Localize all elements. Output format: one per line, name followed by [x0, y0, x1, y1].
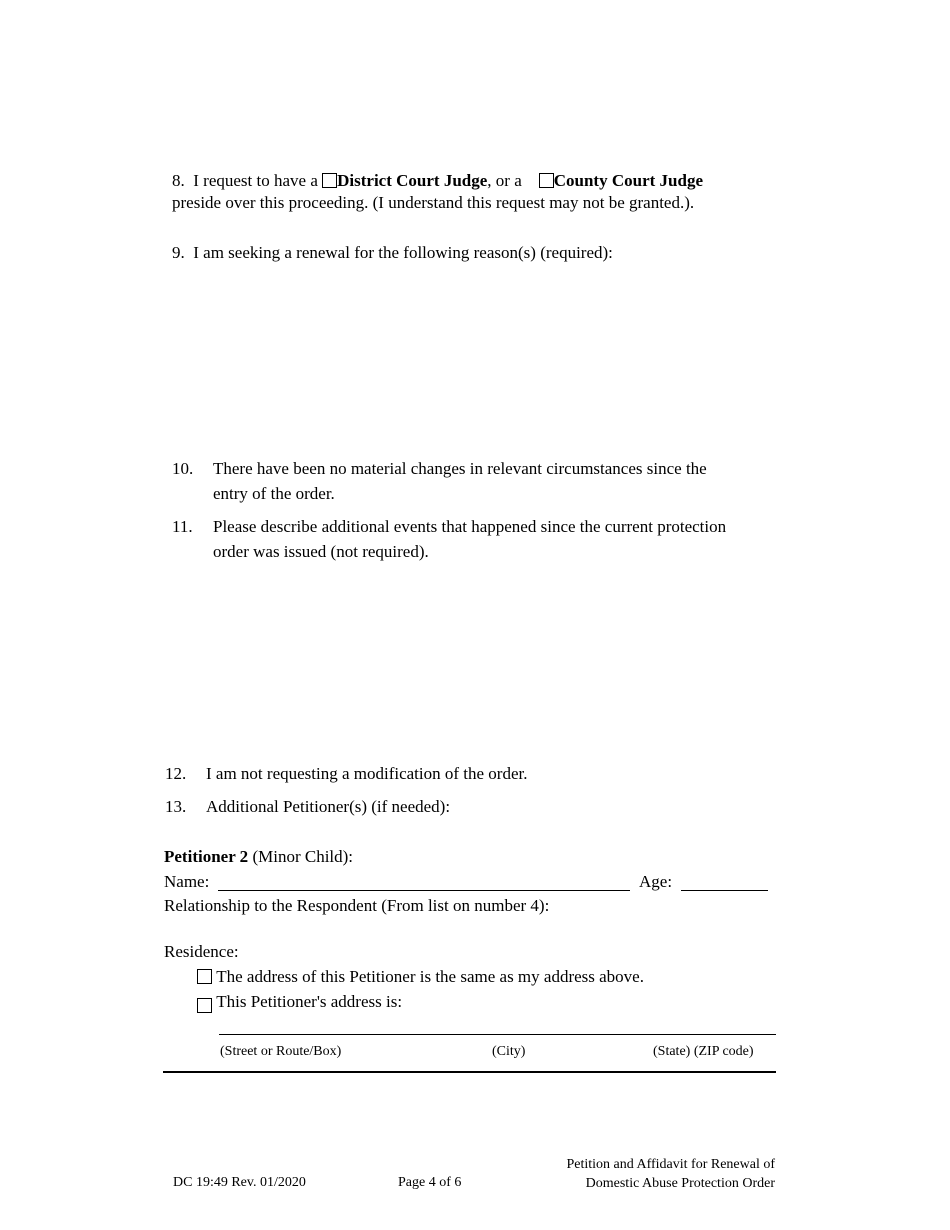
item-10-number: 10. [172, 459, 194, 478]
footer-page-number: Page 4 of 6 [398, 1175, 462, 1190]
residence-other-option [197, 991, 402, 1013]
petitioner-2-age-field[interactable] [681, 872, 768, 891]
residence-same-checkbox[interactable] [197, 969, 212, 984]
item-8-intro: I request to have a [193, 171, 318, 190]
district-court-judge-checkbox[interactable] [322, 173, 337, 188]
county-court-judge-label: County Court Judge [553, 171, 703, 190]
address-street-caption: (Street or Route/Box) [220, 1044, 342, 1059]
address-city-caption: (City) [492, 1044, 526, 1059]
section-divider [163, 1071, 776, 1073]
residence-same-option [197, 966, 644, 988]
item-13-text: Additional Petitioner(s) (if needed): [206, 797, 451, 816]
item-11-number: 11. [172, 517, 193, 536]
petitioner-2-relationship-label: Relationship to the Respondent (From list on number 4): [164, 896, 550, 915]
address-field[interactable] [219, 1034, 776, 1035]
item-13-number: 13. [165, 797, 187, 816]
item-10-line-2: entry of the order. [213, 484, 335, 503]
residence-other-label: This Petitioner's address is: [216, 992, 403, 1011]
footer-title-line-2: Domestic Abuse Protection Order [585, 1176, 775, 1191]
item-11-line-2: order was issued (not required). [213, 542, 429, 561]
footer-form-id: DC 19:49 Rev. 01/2020 [173, 1175, 306, 1190]
item-8-number: 8. [172, 171, 185, 190]
petitioner-2-name-field[interactable] [218, 872, 630, 891]
item-8-line-2: preside over this proceeding. (I understand this request may not be granted.). [172, 193, 695, 212]
item-10-line-1: There have been no material changes in relevant circumstances since the [213, 459, 707, 478]
petitioner-2-residence-label: Residence: [164, 942, 239, 961]
petitioner-2-heading [164, 846, 353, 868]
petitioner-2-heading-bold: Petitioner 2 [164, 847, 249, 866]
item-12-number: 12. [165, 764, 187, 783]
petitioner-2-age-label: Age: [639, 872, 673, 891]
residence-same-label: The address of this Petitioner is the same as my address above. [216, 967, 644, 986]
footer-title-line-1: Petition and Affidavit for Renewal of [566, 1157, 775, 1172]
county-court-judge-checkbox[interactable] [539, 173, 554, 188]
item-9-text: I am seeking a renewal for the following reason(s) (required): [193, 243, 613, 262]
address-state-zip-caption: (State) (ZIP code) [653, 1044, 754, 1059]
item-8-mid: , or a [487, 171, 522, 190]
district-court-judge-label: District Court Judge [337, 171, 488, 190]
petitioner-2-heading-rest: (Minor Child): [252, 847, 354, 866]
item-9 [172, 242, 613, 264]
item-9-number: 9. [172, 243, 185, 262]
residence-other-checkbox[interactable] [197, 998, 212, 1013]
item-8-line-1 [172, 170, 703, 192]
item-12-text: I am not requesting a modification of the order. [206, 764, 528, 783]
item-11-line-1: Please describe additional events that happened since the current protection [213, 517, 727, 536]
petitioner-2-name-label: Name: [164, 872, 210, 891]
